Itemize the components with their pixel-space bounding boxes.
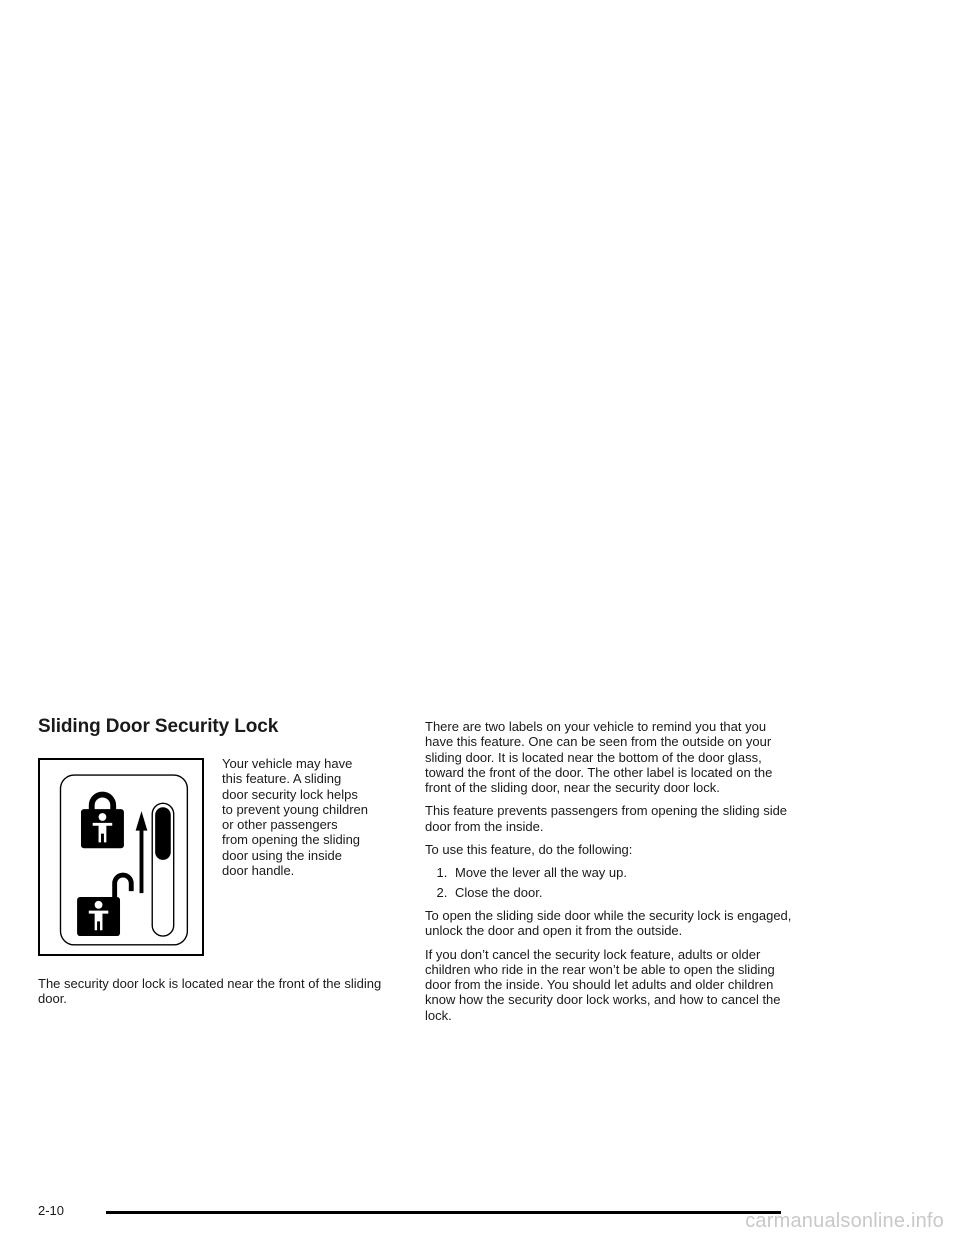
feature-paragraph: This feature prevents passengers from opening the sliding side door from the inside. bbox=[425, 803, 788, 834]
security-lock-illustration bbox=[38, 758, 204, 956]
intro-line: to prevent young children bbox=[222, 801, 368, 817]
intro-paragraph bbox=[222, 756, 390, 878]
labels-paragraph: There are two labels on your vehicle to remind you that you have this feature. One can be seen from the outside on your sliding door. It is located near the bottom of the door glass, toward the front of the door. The other label is located on the front of the sliding door, near the security door lock. bbox=[425, 719, 773, 796]
watermark: carmanualsonline.info bbox=[745, 1210, 944, 1232]
lever-slot-icon bbox=[152, 803, 173, 936]
cancel-warning-paragraph: If you don’t cancel the security lock feature, adults or older children who ride in the rear won’t be able to open the sliding door from the inside. You should let adults and older children know how the security door lock works, and how to cancel the lock. bbox=[425, 946, 781, 1023]
steps-list bbox=[425, 865, 795, 900]
up-arrow-icon bbox=[136, 811, 148, 893]
right-column bbox=[425, 719, 795, 1031]
intro-line: Your vehicle may have bbox=[222, 756, 353, 771]
open-door-paragraph: To open the sliding side door while the security lock is engaged, unlock the door and open it from the outside. bbox=[425, 907, 792, 939]
page-number: 2-10 bbox=[38, 1203, 65, 1218]
intro-line: door using the inside bbox=[222, 847, 342, 863]
footer-rule bbox=[106, 1211, 781, 1214]
intro-line: door security lock helps bbox=[222, 786, 358, 802]
locked-padlock-child-icon bbox=[81, 792, 124, 849]
intro-line: from opening the sliding bbox=[222, 832, 361, 848]
unlocked-padlock-child-icon bbox=[77, 873, 134, 936]
intro-line: this feature. A sliding bbox=[222, 771, 342, 787]
section-title: Sliding Door Security Lock bbox=[38, 716, 279, 737]
instructions-intro: To use this feature, do the following: bbox=[425, 842, 633, 858]
intro-line: or other passengers bbox=[222, 817, 338, 833]
intro-line: door handle. bbox=[222, 863, 295, 879]
lock-location-paragraph: The security door lock is located near the front of the sliding door. bbox=[38, 976, 382, 1007]
step-item: 1. Move the lever all the way up. bbox=[451, 865, 795, 880]
step-item: 2. Close the door. bbox=[451, 885, 795, 900]
